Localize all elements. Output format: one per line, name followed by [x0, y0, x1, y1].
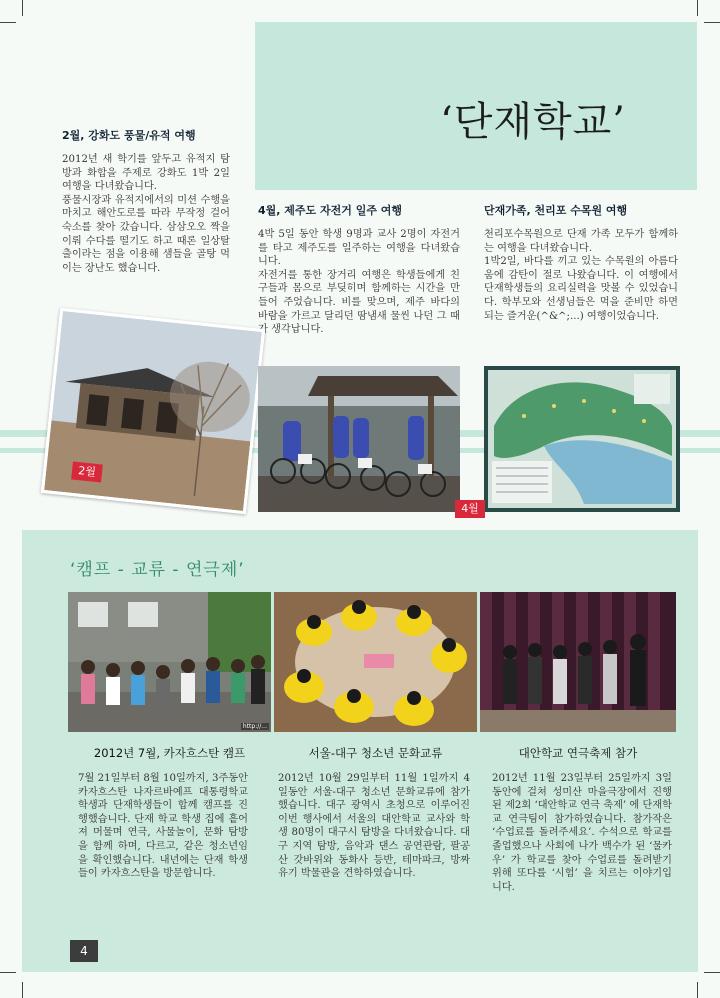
page-title: ‘단재학교’: [440, 99, 626, 145]
paragraph: 풍물시장과 유적지에서의 미션 수행을 마치고 해안도로를 따라 무작정 걸어 숙소를 찾아 갔습니다. 삼삼오오 짝을 이뤄 수다를 떨기도 하고 때론 일상탈출이라는 점을 이용해 샘들을 골탕 먹이는 장난도 했습니다.: [62, 194, 230, 274]
month-badge-feb: 2월: [71, 461, 103, 482]
photo-theater-festival: [480, 592, 676, 732]
section-body-feb: [62, 153, 230, 275]
photo-ganghwa: [41, 308, 265, 515]
photo-exchange-art: [274, 592, 477, 732]
photo-jeju-art: [258, 366, 460, 512]
photo-map-art: [484, 366, 680, 512]
month-badge-apr: 4월: [455, 500, 485, 518]
photo-theater-art: [480, 592, 676, 732]
caption-camp: 2012년 7월, 카자흐스탄 캠프: [93, 746, 246, 760]
photo-camp-art: [68, 592, 271, 732]
caption-exchange: 서울-대구 청소년 문화교류: [308, 746, 443, 760]
column-text-camp: 7월 21일부터 8월 10일까지, 3주동안 카자흐스탄 나자르바예프 대통령학교 학생과 단재학생들이 합께 캠프를 진행했습니다. 단재 학교 학생 집에 흩어져 머물며 연극, 사물놀이, 문화 탐방을 함께 하며, 다르고, 같은 청소년임을 확인했습니다. 내년에는 단재 학생들이 카자흐스탄을 방문합니다.: [78, 773, 248, 880]
crop-mark: [22, 0, 23, 16]
section-title-family: 단재가족, 천리포 수목원 여행: [484, 204, 628, 217]
crop-mark: [697, 982, 698, 998]
photo-ganghwa-art: [44, 311, 262, 511]
photo-credit: http://...: [242, 723, 267, 730]
crop-mark: [697, 0, 698, 16]
caption-theater: 대안학교 연극축제 참가: [518, 746, 638, 760]
crop-mark: [22, 982, 23, 998]
column-text-theater: 2012년 11월 23일부터 25일까지 3일동안에 걸쳐 성미산 마을극장에서 진행된 제2회 ‘대안학교 연극 축제’ 에 단재학교 연극팀이 참가하였습니다. 참가작은 ‘수업료를 돌려주세요’. 수석으로 학교를 졸업했으나 사회에 나가 백수가 된 ‘물카우’ 가 학교를 찾아 수업료를 돌려받기 위해 또다를 ‘시험’ 을 치르는 이야기입니다.: [492, 773, 673, 893]
section-title-feb: 2월, 강화도 풍물/유적 여행: [62, 129, 196, 142]
crop-mark: [704, 22, 720, 23]
paragraph: 4박 5일 동안 학생 9명과 교사 2명이 자전거를 타고 제주도를 일주하는 여행을 다녀왔습니다.: [258, 229, 460, 268]
photo-arboretum-map: [484, 366, 680, 512]
paragraph: 1박2일, 바다를 끼고 있는 수목원의 아름다움에 감탄이 절로 나왔습니다. 이 여행에서 단재학생들의 요리실력을 맛볼 수 있었습니다. 학부모와 선생님들은 먹을 준비만 하면 되는 즐거운(^&^;...) 여행이었습니다.: [484, 256, 678, 322]
section-body-family: [484, 228, 678, 323]
photo-kazakhstan-camp: [68, 592, 271, 732]
crop-mark: [0, 22, 16, 23]
paragraph: 자전거를 통한 장거리 여행은 학생들에게 친구들과 몸으로 부딪히며 함께하는 시간을 만들어 주었습니다. 비를 맞으며, 제주 바다의 바람을 가르고 달리던 땀냄새 물씬 나던 그 때가 생각납니다.: [258, 269, 460, 336]
photo-jeju-bikes: [258, 366, 460, 512]
paragraph: 천리포수목원으로 단재 가족 모두가 함께하는 여행을 다녀왔습니다.: [484, 229, 678, 254]
paragraph: 2012년 새 학기를 앞두고 유적지 탐방과 화합을 주제로 강화도 1박 2일 여행을 다녀왔습니다.: [62, 154, 230, 193]
page-number: 4: [70, 940, 98, 962]
column-text-exchange: 2012년 10월 29일부터 11월 1일까지 4일동안 서울-대구 청소년 문화교류에 참가했습니다. 대구 광역시 초청으로 이루어진 이번 행사에서 서울의 대안학교 교사와 학생 80명이 대구시 탐방을 다녀왔습니다. 대구 지역 탐방, 음악과 댄스 공연관람, 팔공산 갓바위와 동화사 등반, 테마파크, 방짜 유기 박물관을 견학하였습니다.: [278, 773, 470, 880]
events-heading: ‘캠프 - 교류 - 연극제’: [70, 560, 245, 580]
photo-seoul-daegu-exchange: [274, 592, 477, 732]
crop-mark: [704, 972, 720, 973]
crop-mark: [0, 972, 16, 973]
section-title-apr: 4월, 제주도 자전거 일주 여행: [258, 204, 403, 217]
section-body-apr: [258, 228, 460, 337]
